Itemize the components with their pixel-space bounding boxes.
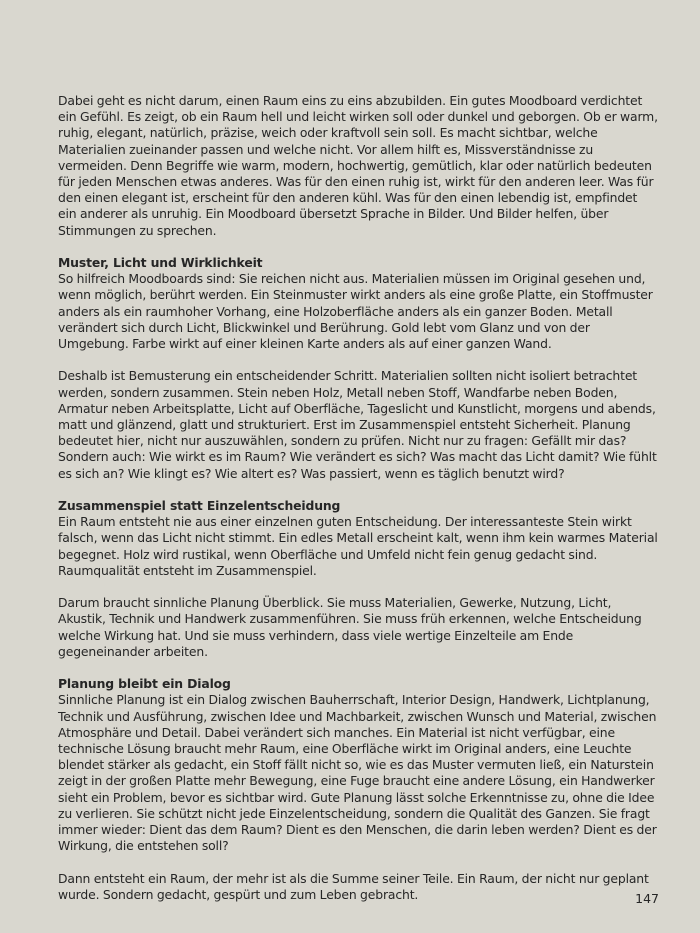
paragraph-gap	[58, 239, 658, 255]
page-body	[58, 93, 658, 903]
body-paragraph: Dann entsteht ein Raum, der mehr ist als die Summe seiner Teile. Ein Raum, der nicht nur geplant wurde. Sondern gedacht, gespürt und zum Leben gebracht.	[58, 870, 649, 902]
intro-paragraph: Dabei geht es nicht darum, einen Raum eins zu eins abzubilden. Ein gutes Moodboard verdichtet ein Gefühl. Es zeigt, ob ein Raum hell und leicht wirken soll oder dunkel und geborgen. Ob er warm, ruhig, elegant, natürlich, präzise, weich oder kraftvoll sein soll. Es macht sichtbar, welche Materialien zueinander passen und welche nicht. Vor allem hilft es, Missverständnisse zu vermeiden. Denn Begriffe wie warm, modern, hochwertig, gemütlich, klar oder natürlich bedeuten für jeden Menschen etwas anderes. Was für den einen ruhig ist, wirkt für den anderen leer. Was für den einen elegant ist, erscheint für den anderen kühl. Was für den einen lebendig ist, empfindet ein anderer als unruhig. Ein Moodboard übersetzt Sprache in Bilder. Und Bilder helfen, über Stimmungen zu sprechen.	[58, 93, 658, 238]
body-paragraph: Ein Raum entsteht nie aus einer einzelnen guten Entscheidung. Der interessanteste Stein wirkt falsch, wenn das Licht nicht stimmt. Ein edles Metall erscheint kalt, wenn ihm kein warmes Material begegnet. Holz wird rustikal, wenn Oberfläche und Umfeld nicht fein genug gedacht sind. Raumqualität entsteht im Zusammenspiel.	[58, 514, 658, 578]
body-paragraph: Darum braucht sinnliche Planung Überblick. Sie muss Materialien, Gewerke, Nutzung, Licht, Akustik, Technik und Handwerk zusammenführen. Sie muss früh erkennen, welche Entscheidung welche Wirkung hat. Und sie muss verhindern, dass viele wertige Einzelteile am Ende gegeneinander arbeiten.	[58, 595, 642, 659]
paragraph-gap	[58, 854, 658, 870]
body-paragraph: Sinnliche Planung ist ein Dialog zwischen Bauherrschaft, Interior Design, Handwerk, Lichtplanung, Technik und Ausführung, zwischen Idee und Machbarkeit, zwischen Wunsch und Material, zwischen Atmosphäre und Detail. Dabei verändert sich manches. Ein Material ist nicht verfügbar, eine technische Lösung braucht mehr Raum, eine Oberfläche wirkt im Original anders, eine Leuchte blendet stärker als gedacht, ein Stoff fällt nicht so, wie es das Muster vermuten ließ, ein Naturstein zeigt in der großen Platte mehr Bewegung, eine Fuge braucht eine andere Lösung, ein Handwerker sieht ein Problem, bevor es sichtbar wird. Gute Planung lässt solche Erkenntnisse zu, ohne die Idee zu verlieren. Sie schützt nicht jede Einzelentscheidung, sondern die Qualität des Ganzen. Sie fragt immer wieder: Dient das dem Raum? Dient es den Menschen, die darin leben werden? Dient es der Wirkung, die entstehen soll?	[58, 692, 657, 854]
page-number: 147	[635, 891, 659, 906]
section-heading: Planung bleibt ein Dialog	[58, 676, 231, 692]
body-paragraph: Deshalb ist Bemusterung ein entscheidender Schritt. Materialien sollten nicht isoliert betrachtet werden, sondern zusammen. Stein neben Holz, Metall neben Stoff, Wandfarbe neben Boden, Armatur neben Arbeitsplatte, Licht auf Oberfläche, Tageslicht und Kunstlicht, morgens und abends, matt und glänzend, glatt und strukturiert. Erst im Zusammenspiel entsteht Sicherheit. Planung bedeutet hier, nicht nur auszuwählen, sondern zu prüfen. Nicht nur zu fragen: Gefällt mir das? Sondern auch: Wie wirkt es im Raum? Wie verändert es sich? Was macht das Licht damit? Wie fühlt es sich an? Wie klingt es? Wie altert es? Was passiert, wenn es täglich benutzt wird?	[58, 368, 657, 481]
section-heading: Zusammenspiel statt Einzelentscheidung	[58, 498, 341, 514]
paragraph-gap	[58, 352, 658, 368]
paragraph-gap	[58, 660, 658, 676]
paragraph-gap	[58, 579, 658, 595]
paragraph-gap	[58, 482, 658, 498]
section-heading: Muster, Licht und Wirklichkeit	[58, 255, 263, 271]
body-paragraph: So hilfreich Moodboards sind: Sie reichen nicht aus. Materialien müssen im Original gesehen und, wenn möglich, berührt werden. Ein Steinmuster wirkt anders als eine große Platte, ein Stoffmuster anders als ein raumhoher Vorhang, eine Holzoberfläche anders als ein ganzer Boden. Metall verändert sich durch Licht, Blickwinkel und Berührung. Gold lebt vom Glanz und von der Umgebung. Farbe wirkt auf einer kleinen Karte anders als auf einer ganzen Wand.	[58, 271, 653, 352]
